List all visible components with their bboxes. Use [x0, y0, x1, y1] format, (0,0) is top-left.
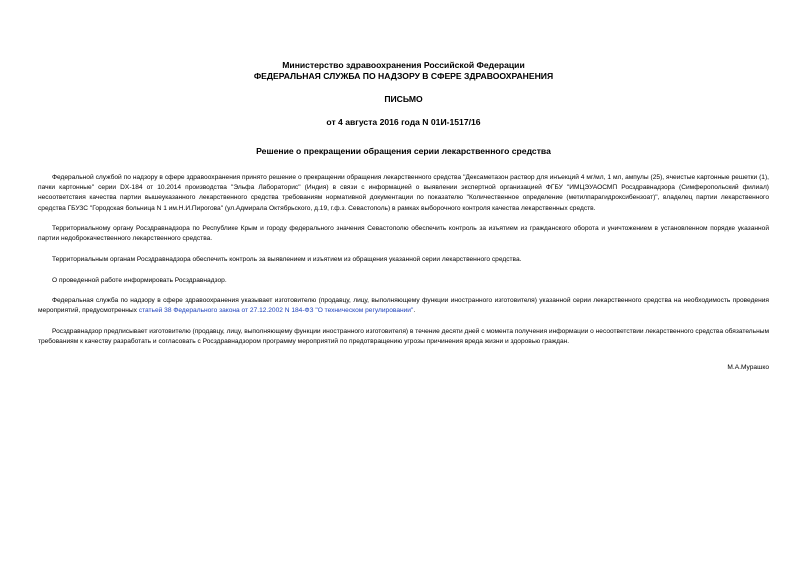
paragraph-prescription: Росздравнадзор предписывает изготовителю (продавцу, лицу, выполняющему функции иностранного изготовителя) в течение десяти дней с момента получения информации о несоответствии лекарственного средства обязательным требованиям к качеству разработать и согласовать с Росздравнадзором программу мероприятий по предотвращению угрозы причинения вреда жизни и здоровью граждан.: [38, 327, 769, 346]
paragraph-territorial-crimea: Территориальному органу Росздравнадзора по Республике Крым и городу федерального значения Севастополю обеспечить контроль за изъятием из гражданского оборота и уничтожением в установленном порядке указанной партии недоброкачественного лекарственного средства.: [38, 225, 769, 243]
paragraph-manufacturer-text: Федеральная служба по надзору в сфере здравоохранения указывает изготовителю (продавцу, лицу, выполняющему функции иностранного изготовителя) указанной серии лекарственного средства на необходимость проведения мероприятий, предусмотренных: [38, 297, 769, 315]
document-page: [38, 60, 769, 373]
document-body: [38, 173, 769, 347]
service-name: ФЕДЕРАЛЬНАЯ СЛУЖБА ПО НАДЗОРУ В СФЕРЕ ЗДРАВООХРАНЕНИЯ: [253, 71, 554, 81]
ministry-name: Министерство здравоохранения Российской Федерации: [282, 60, 525, 70]
paragraph-territorial-organs: Территориальным органам Росздравнадзора обеспечить контроль за выявлением и изъятием из обращения указанной серии лекарственного средства.: [52, 256, 522, 263]
signature: М.А.Мурашко: [727, 364, 769, 372]
document-date: от 4 августа 2016 года N 01И-1517/16: [326, 117, 481, 127]
law-article-link[interactable]: статьей 38 Федерального закона от 27.12.2002 N 184-ФЗ "О техническом регулировании": [138, 307, 414, 315]
document-subject: Решение о прекращении обращения серии лекарственного средства: [256, 146, 551, 156]
paragraph-decision: Федеральной службой по надзору в сфере здравоохранения принято решение о прекращении обращения лекарственного средства "Дексаметазон раствор для инъекций 4 мг/мл, 1 мл, ампулы (25), ячеистые картонные решетки (1), пачки картонные" серии DX-184 от 10.2014 производства "Эльфа Лабораторис" (Индия) в связи с информацией о выявлении экспертной организацией ФГБУ "ИМЦЭУАОСМП Росздравнадзора (Симферопольский филиал) несоответствия качества партии вышеуказанного лекарственного средства требованиям нормативной документации по показателю "Количественное определение (метилпарагидроксибензоат)", владелец партии лекарственного средства ГБУЗС "Городская больница N 1 им.Н.И.Пирогова" (ул.Адмирала Октябрьского, д.19, г.ф.з. Севастополь) в рамках выборочного контроля качества лекарственных средств.: [38, 174, 769, 212]
paragraph-inform: О проведенной работе информировать Росздравнадзор.: [52, 276, 227, 284]
paragraph-manufacturer-end: .: [413, 307, 416, 315]
document-header: [38, 60, 769, 82]
paragraph-manufacturer-measures: [38, 296, 769, 316]
document-type: ПИСЬМО: [384, 94, 423, 104]
